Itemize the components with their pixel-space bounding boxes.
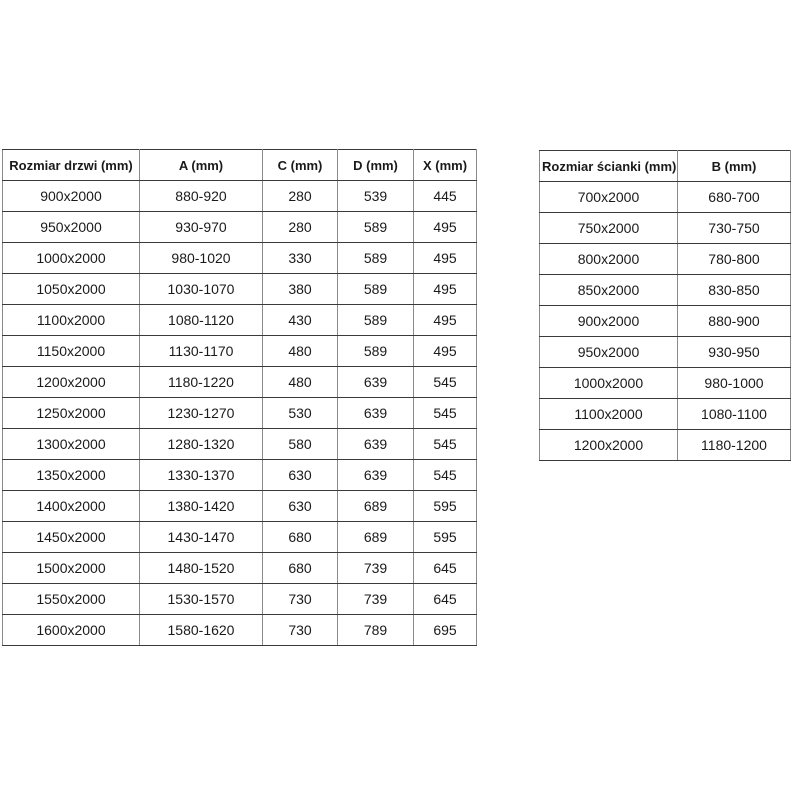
table-cell: 1030-1070	[140, 274, 263, 305]
table-cell: 580	[263, 429, 338, 460]
table-cell: 1330-1370	[140, 460, 263, 491]
table-cell: 1130-1170	[140, 336, 263, 367]
table-cell: 680	[263, 522, 338, 553]
table-cell: 1300x2000	[3, 429, 140, 460]
table-cell: 545	[414, 367, 477, 398]
table-cell: 495	[414, 212, 477, 243]
column-header: Rozmiar ścianki (mm)	[540, 151, 678, 182]
door-size-table-body	[3, 181, 477, 646]
table-cell: 545	[414, 460, 477, 491]
table-cell: 950x2000	[540, 337, 678, 368]
table-cell: 689	[338, 522, 414, 553]
table-cell: 730-750	[678, 213, 791, 244]
table-cell: 380	[263, 274, 338, 305]
column-header: X (mm)	[414, 150, 477, 181]
table-cell: 930-970	[140, 212, 263, 243]
table-cell: 1100x2000	[540, 399, 678, 430]
table-cell: 645	[414, 584, 477, 615]
table-cell: 589	[338, 274, 414, 305]
table-row	[540, 182, 791, 213]
table-cell: 880-900	[678, 306, 791, 337]
door-size-table-head	[3, 150, 477, 181]
table-cell: 280	[263, 181, 338, 212]
table-cell: 1200x2000	[540, 430, 678, 461]
table-row	[3, 305, 477, 336]
wall-size-table-body	[540, 182, 791, 461]
header-row	[3, 150, 477, 181]
table-row	[3, 336, 477, 367]
column-header: B (mm)	[678, 151, 791, 182]
table-cell: 530	[263, 398, 338, 429]
table-cell: 1080-1120	[140, 305, 263, 336]
table-cell: 589	[338, 336, 414, 367]
table-cell: 1350x2000	[3, 460, 140, 491]
table-cell: 1100x2000	[3, 305, 140, 336]
table-row	[3, 429, 477, 460]
table-row	[3, 274, 477, 305]
table-cell: 730	[263, 615, 338, 646]
table-row	[3, 181, 477, 212]
table-cell: 880-920	[140, 181, 263, 212]
table-cell: 595	[414, 491, 477, 522]
table-cell: 800x2000	[540, 244, 678, 275]
table-cell: 1230-1270	[140, 398, 263, 429]
table-cell: 1000x2000	[3, 243, 140, 274]
table-cell: 1580-1620	[140, 615, 263, 646]
table-cell: 1500x2000	[3, 553, 140, 584]
table-cell: 850x2000	[540, 275, 678, 306]
table-cell: 1600x2000	[3, 615, 140, 646]
table-cell: 539	[338, 181, 414, 212]
table-cell: 495	[414, 243, 477, 274]
table-cell: 1550x2000	[3, 584, 140, 615]
table-cell: 445	[414, 181, 477, 212]
table-cell: 730	[263, 584, 338, 615]
table-cell: 750x2000	[540, 213, 678, 244]
table-cell: 639	[338, 429, 414, 460]
table-row	[540, 368, 791, 399]
table-cell: 789	[338, 615, 414, 646]
table-cell: 1530-1570	[140, 584, 263, 615]
table-cell: 639	[338, 398, 414, 429]
door-size-table	[2, 149, 477, 646]
table-row	[540, 275, 791, 306]
header-row	[540, 151, 791, 182]
table-cell: 1000x2000	[540, 368, 678, 399]
table-cell: 930-950	[678, 337, 791, 368]
table-cell: 589	[338, 212, 414, 243]
table-cell: 495	[414, 305, 477, 336]
table-cell: 1450x2000	[3, 522, 140, 553]
table-cell: 900x2000	[540, 306, 678, 337]
table-cell: 1180-1200	[678, 430, 791, 461]
table-cell: 680	[263, 553, 338, 584]
table-cell: 980-1000	[678, 368, 791, 399]
table-cell: 1480-1520	[140, 553, 263, 584]
table-cell: 780-800	[678, 244, 791, 275]
table-cell: 1380-1420	[140, 491, 263, 522]
table-cell: 330	[263, 243, 338, 274]
table-row	[3, 522, 477, 553]
table-cell: 545	[414, 398, 477, 429]
table-row	[3, 615, 477, 646]
column-header: Rozmiar drzwi (mm)	[3, 150, 140, 181]
table-row	[540, 244, 791, 275]
table-cell: 480	[263, 336, 338, 367]
table-cell: 1180-1220	[140, 367, 263, 398]
table-cell: 1400x2000	[3, 491, 140, 522]
table-cell: 689	[338, 491, 414, 522]
table-cell: 950x2000	[3, 212, 140, 243]
table-cell: 545	[414, 429, 477, 460]
table-row	[3, 553, 477, 584]
table-row	[540, 306, 791, 337]
table-row	[540, 213, 791, 244]
table-cell: 680-700	[678, 182, 791, 213]
table-cell: 430	[263, 305, 338, 336]
table-row	[540, 337, 791, 368]
table-cell: 739	[338, 584, 414, 615]
table-cell: 1050x2000	[3, 274, 140, 305]
table-row	[3, 243, 477, 274]
table-cell: 739	[338, 553, 414, 584]
table-cell: 630	[263, 491, 338, 522]
table-cell: 589	[338, 305, 414, 336]
table-cell: 700x2000	[540, 182, 678, 213]
table-row	[3, 367, 477, 398]
table-row	[3, 212, 477, 243]
table-cell: 639	[338, 367, 414, 398]
table-cell: 1200x2000	[3, 367, 140, 398]
wall-size-table-head	[540, 151, 791, 182]
table-cell: 645	[414, 553, 477, 584]
table-cell: 280	[263, 212, 338, 243]
table-row	[3, 491, 477, 522]
table-cell: 1250x2000	[3, 398, 140, 429]
table-row	[3, 398, 477, 429]
table-cell: 1080-1100	[678, 399, 791, 430]
table-row	[540, 430, 791, 461]
table-cell: 480	[263, 367, 338, 398]
table-cell: 1430-1470	[140, 522, 263, 553]
table-row	[540, 399, 791, 430]
table-cell: 695	[414, 615, 477, 646]
table-cell: 495	[414, 274, 477, 305]
table-cell: 630	[263, 460, 338, 491]
column-header: C (mm)	[263, 150, 338, 181]
table-cell: 595	[414, 522, 477, 553]
table-row	[3, 584, 477, 615]
table-cell: 1150x2000	[3, 336, 140, 367]
table-row	[3, 460, 477, 491]
table-cell: 495	[414, 336, 477, 367]
table-cell: 900x2000	[3, 181, 140, 212]
table-cell: 589	[338, 243, 414, 274]
column-header: A (mm)	[140, 150, 263, 181]
table-cell: 980-1020	[140, 243, 263, 274]
table-cell: 830-850	[678, 275, 791, 306]
table-cell: 639	[338, 460, 414, 491]
wall-size-table	[539, 150, 791, 461]
column-header: D (mm)	[338, 150, 414, 181]
table-cell: 1280-1320	[140, 429, 263, 460]
